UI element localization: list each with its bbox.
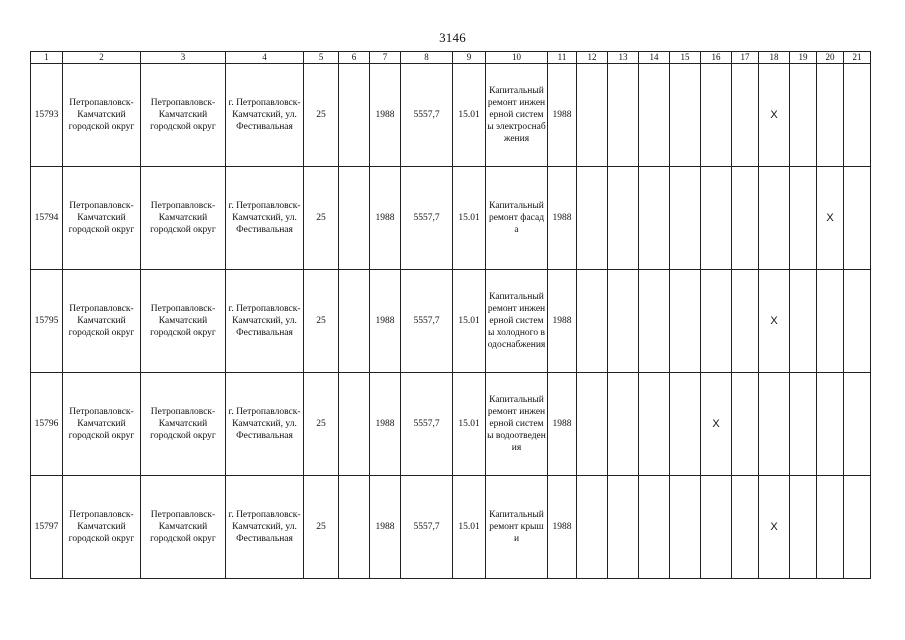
repair-year-cell xyxy=(548,64,577,167)
mark-cell-18 xyxy=(759,476,790,579)
column-header: 17 xyxy=(732,52,759,64)
municipality-cell-text: Петропавловск-Камчатский городской округ xyxy=(68,304,135,338)
construction-year-cell-text: 1988 xyxy=(375,213,395,223)
mark-cell-18 xyxy=(759,167,790,270)
mark-cell-15 xyxy=(670,64,701,167)
settlement-cell xyxy=(141,373,226,476)
municipality-cell xyxy=(63,270,141,373)
mark-cell-16 xyxy=(701,270,732,373)
column-header: 6 xyxy=(339,52,370,64)
repair-type-cell-text: Капитальный ремонт крыши xyxy=(489,510,544,544)
repair-year-cell-text: 1988 xyxy=(552,522,572,532)
municipality-cell-text: Петропавловск-Камчатский городской округ xyxy=(68,201,135,235)
mark-cell-14 xyxy=(639,64,670,167)
house-number-cell xyxy=(304,270,339,373)
address-cell-text: г. Петропавловск-Камчатский, ул. Фестивальная xyxy=(228,510,301,544)
mark-cell-15 xyxy=(670,167,701,270)
house-number-cell xyxy=(304,373,339,476)
settlement-cell xyxy=(141,167,226,270)
address-cell xyxy=(226,167,304,270)
mark-cell-19 xyxy=(790,167,817,270)
column-header: 4 xyxy=(226,52,304,64)
address-cell-text: г. Петропавловск-Камчатский, ул. Фестивальная xyxy=(228,407,301,441)
mark-cell-18 xyxy=(759,64,790,167)
total-area-cell xyxy=(401,270,453,373)
repair-year-cell-text: 1988 xyxy=(552,213,572,223)
mark-cell-17 xyxy=(732,476,759,579)
mark-cell-21 xyxy=(844,167,871,270)
table-row xyxy=(31,64,871,167)
code-cell xyxy=(453,167,486,270)
code-cell-text: 15.01 xyxy=(458,110,480,120)
record-number-cell xyxy=(31,373,63,476)
mark-cell-14 xyxy=(639,167,670,270)
municipality-cell-text: Петропавловск-Камчатский городской округ xyxy=(68,98,135,132)
construction-year-cell-text: 1988 xyxy=(375,316,395,326)
table-row xyxy=(31,167,871,270)
total-area-cell xyxy=(401,167,453,270)
repair-type-cell-text: Капитальный ремонт инженерной системы водоотведения xyxy=(487,395,546,453)
mark-cell-18 xyxy=(759,270,790,373)
mark-cell-15 xyxy=(670,373,701,476)
mark-cell-21 xyxy=(844,373,871,476)
settlement-cell-text: Петропавловск-Камчатский городской округ xyxy=(150,407,216,441)
record-number-cell xyxy=(31,167,63,270)
mark-cell-19 xyxy=(790,64,817,167)
repair-type-cell xyxy=(486,373,548,476)
total-area-cell-text: 5557,7 xyxy=(413,316,440,326)
column-header: 19 xyxy=(790,52,817,64)
building-cell xyxy=(339,167,370,270)
repair-year-cell-text: 1988 xyxy=(552,419,572,429)
mark-cell-17 xyxy=(732,64,759,167)
code-cell xyxy=(453,64,486,167)
total-area-cell-text: 5557,7 xyxy=(413,419,440,429)
settlement-cell xyxy=(141,270,226,373)
address-cell-text: г. Петропавловск-Камчатский, ул. Фестивальная xyxy=(228,304,301,338)
mark-cell-13 xyxy=(608,270,639,373)
x-mark: X xyxy=(770,315,778,327)
mark-cell-14 xyxy=(639,476,670,579)
total-area-cell-text: 5557,7 xyxy=(413,522,440,532)
record-number-cell-text: 15794 xyxy=(34,213,59,223)
table-row xyxy=(31,476,871,579)
mark-cell-17 xyxy=(732,270,759,373)
column-header: 13 xyxy=(608,52,639,64)
table-body xyxy=(31,64,871,579)
address-cell xyxy=(226,373,304,476)
repair-year-cell xyxy=(548,167,577,270)
settlement-cell xyxy=(141,476,226,579)
x-mark: X xyxy=(770,521,778,533)
address-cell xyxy=(226,270,304,373)
building-cell xyxy=(339,270,370,373)
mark-cell-18 xyxy=(759,373,790,476)
mark-cell-12 xyxy=(577,64,608,167)
total-area-cell xyxy=(401,373,453,476)
building-cell xyxy=(339,373,370,476)
settlement-cell-text: Петропавловск-Камчатский городской округ xyxy=(150,98,216,132)
total-area-cell xyxy=(401,476,453,579)
house-number-cell-text: 25 xyxy=(316,110,326,120)
mark-cell-14 xyxy=(639,270,670,373)
repair-type-cell xyxy=(486,476,548,579)
repair-year-cell-text: 1988 xyxy=(552,110,572,120)
mark-cell-19 xyxy=(790,476,817,579)
building-cell xyxy=(339,476,370,579)
total-area-cell xyxy=(401,64,453,167)
code-cell xyxy=(453,270,486,373)
column-header: 3 xyxy=(141,52,226,64)
x-mark: X xyxy=(712,418,720,430)
settlement-cell-text: Петропавловск-Камчатский городской округ xyxy=(150,510,216,544)
mark-cell-20 xyxy=(817,373,844,476)
construction-year-cell xyxy=(370,64,401,167)
building-cell xyxy=(339,64,370,167)
code-cell-text: 15.01 xyxy=(458,522,480,532)
record-number-cell-text: 15795 xyxy=(34,316,59,326)
repair-year-cell-text: 1988 xyxy=(552,316,572,326)
municipality-cell-text: Петропавловск-Камчатский городской округ xyxy=(68,407,135,441)
column-header: 2 xyxy=(63,52,141,64)
house-number-cell-text: 25 xyxy=(316,522,326,532)
column-header: 21 xyxy=(844,52,871,64)
x-mark: X xyxy=(826,212,834,224)
record-number-cell-text: 15797 xyxy=(34,522,59,532)
mark-cell-17 xyxy=(732,167,759,270)
column-header: 1 xyxy=(31,52,63,64)
mark-cell-12 xyxy=(577,373,608,476)
address-cell-text: г. Петропавловск-Камчатский, ул. Фестивальная xyxy=(228,98,301,132)
house-number-cell-text: 25 xyxy=(316,316,326,326)
code-cell-text: 15.01 xyxy=(458,419,480,429)
total-area-cell-text: 5557,7 xyxy=(413,213,440,223)
table-row xyxy=(31,270,871,373)
construction-year-cell xyxy=(370,270,401,373)
house-number-cell xyxy=(304,64,339,167)
settlement-cell xyxy=(141,64,226,167)
construction-year-cell-text: 1988 xyxy=(375,522,395,532)
mark-cell-16 xyxy=(701,167,732,270)
mark-cell-12 xyxy=(577,270,608,373)
construction-year-cell xyxy=(370,167,401,270)
construction-year-cell-text: 1988 xyxy=(375,419,395,429)
mark-cell-20 xyxy=(817,64,844,167)
repair-type-cell-text: Капитальный ремонт инженерной системы электроснабжения xyxy=(487,86,546,144)
column-header: 12 xyxy=(577,52,608,64)
mark-cell-16 xyxy=(701,373,732,476)
column-header: 9 xyxy=(453,52,486,64)
settlement-cell-text: Петропавловск-Камчатский городской округ xyxy=(150,304,216,338)
municipality-cell xyxy=(63,476,141,579)
mark-cell-21 xyxy=(844,64,871,167)
mark-cell-21 xyxy=(844,476,871,579)
total-area-cell-text: 5557,7 xyxy=(413,110,440,120)
mark-cell-16 xyxy=(701,64,732,167)
mark-cell-13 xyxy=(608,373,639,476)
house-number-cell-text: 25 xyxy=(316,213,326,223)
mark-cell-12 xyxy=(577,167,608,270)
mark-cell-21 xyxy=(844,270,871,373)
column-header: 11 xyxy=(548,52,577,64)
repair-type-cell-text: Капитальный ремонт фасада xyxy=(488,201,545,235)
construction-year-cell xyxy=(370,373,401,476)
repair-year-cell xyxy=(548,476,577,579)
municipality-cell-text: Петропавловск-Камчатский городской округ xyxy=(68,510,135,544)
repair-type-cell-text: Капитальный ремонт инженерной системы холодного водоснабжения xyxy=(487,292,546,350)
record-number-cell-text: 15796 xyxy=(34,419,59,429)
house-number-cell-text: 25 xyxy=(316,419,326,429)
x-mark: X xyxy=(770,109,778,121)
column-header: 16 xyxy=(701,52,732,64)
column-header: 14 xyxy=(639,52,670,64)
house-number-cell xyxy=(304,476,339,579)
column-number-row xyxy=(31,52,871,64)
mark-cell-12 xyxy=(577,476,608,579)
repair-type-cell xyxy=(486,270,548,373)
record-number-cell xyxy=(31,476,63,579)
page-number: 3146 xyxy=(439,30,466,45)
code-cell xyxy=(453,476,486,579)
mark-cell-13 xyxy=(608,476,639,579)
mark-cell-13 xyxy=(608,64,639,167)
record-number-cell xyxy=(31,64,63,167)
mark-cell-15 xyxy=(670,476,701,579)
mark-cell-20 xyxy=(817,476,844,579)
address-cell-text: г. Петропавловск-Камчатский, ул. Фестивальная xyxy=(228,201,301,235)
column-header: 8 xyxy=(401,52,453,64)
mark-cell-16 xyxy=(701,476,732,579)
column-header: 15 xyxy=(670,52,701,64)
column-header: 5 xyxy=(304,52,339,64)
municipality-cell xyxy=(63,64,141,167)
settlement-cell-text: Петропавловск-Камчатский городской округ xyxy=(150,201,216,235)
mark-cell-13 xyxy=(608,167,639,270)
construction-year-cell-text: 1988 xyxy=(375,110,395,120)
table-row xyxy=(31,373,871,476)
repair-year-cell xyxy=(548,373,577,476)
repair-year-cell xyxy=(548,270,577,373)
register-table xyxy=(30,51,871,579)
record-number-cell-text: 15793 xyxy=(34,110,59,120)
mark-cell-14 xyxy=(639,373,670,476)
record-number-cell xyxy=(31,270,63,373)
repair-type-cell xyxy=(486,64,548,167)
address-cell xyxy=(226,476,304,579)
code-cell-text: 15.01 xyxy=(458,316,480,326)
mark-cell-19 xyxy=(790,373,817,476)
column-header: 7 xyxy=(370,52,401,64)
house-number-cell xyxy=(304,167,339,270)
mark-cell-20 xyxy=(817,270,844,373)
column-header: 10 xyxy=(486,52,548,64)
mark-cell-19 xyxy=(790,270,817,373)
repair-type-cell xyxy=(486,167,548,270)
mark-cell-17 xyxy=(732,373,759,476)
address-cell xyxy=(226,64,304,167)
municipality-cell xyxy=(63,167,141,270)
construction-year-cell xyxy=(370,476,401,579)
code-cell-text: 15.01 xyxy=(458,213,480,223)
code-cell xyxy=(453,373,486,476)
column-header: 18 xyxy=(759,52,790,64)
column-header: 20 xyxy=(817,52,844,64)
municipality-cell xyxy=(63,373,141,476)
mark-cell-15 xyxy=(670,270,701,373)
mark-cell-20 xyxy=(817,167,844,270)
